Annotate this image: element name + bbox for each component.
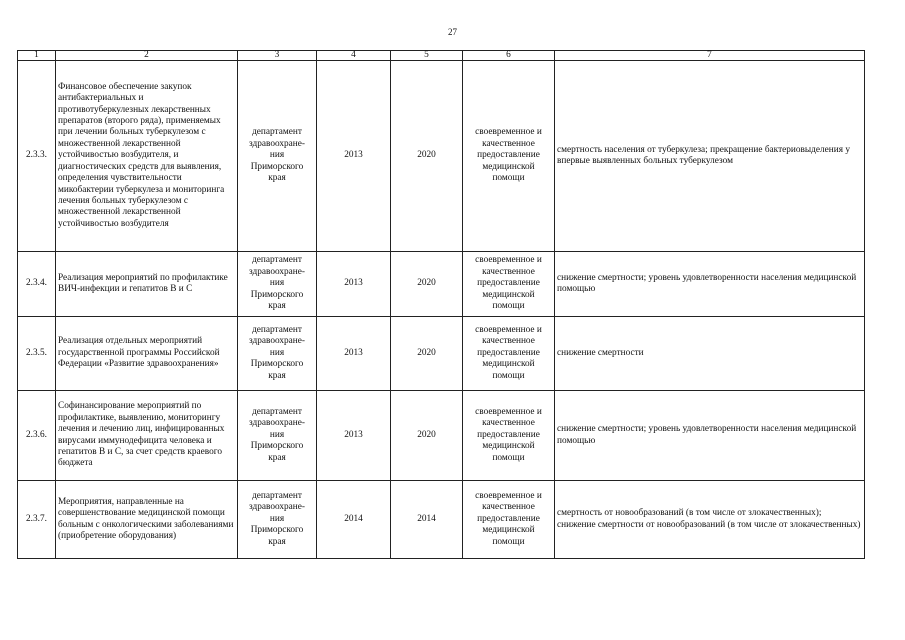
measure-name: Реализация отдельных мероприятий государственной программы Российской Федерации «Развитие здравоохранения»	[56, 317, 238, 391]
measure-name: Реализация мероприятий по профилактике ВИЧ-инфекции и гепатитов В и С	[56, 252, 238, 317]
table-row	[18, 391, 865, 481]
result-line: помощи	[492, 173, 525, 184]
end-year: 2020	[391, 61, 463, 252]
executor-line: ния	[269, 278, 285, 289]
executor-line: края	[268, 536, 286, 547]
executor-line: ния	[269, 513, 285, 524]
table-row	[18, 481, 865, 559]
measure-name: Мероприятия, направленные на совершенствование медицинской помощи больным с онкологическими заболеваниями (приобретение оборудования)	[56, 481, 238, 559]
executor-line: здравоохране-	[248, 138, 306, 149]
start-year: 2013	[317, 252, 391, 317]
result-line: своевременное и	[475, 324, 542, 335]
result-line: своевременное и	[475, 127, 542, 138]
start-year: 2013	[317, 61, 391, 252]
measure-number: 2.3.4.	[18, 252, 56, 317]
result-line: медицинской	[482, 161, 535, 172]
executor-cell	[238, 391, 317, 481]
result-line: предоставление	[477, 513, 540, 524]
indicator-cell: снижение смертности	[555, 317, 865, 391]
executor-line: ния	[269, 429, 285, 440]
executor-cell	[238, 252, 317, 317]
end-year: 2014	[391, 481, 463, 559]
executor-line: департамент	[252, 406, 302, 417]
header-row	[18, 51, 865, 61]
result-line: медицинской	[482, 359, 535, 370]
executor-line: ния	[269, 150, 285, 161]
end-year: 2020	[391, 317, 463, 391]
executor-cell	[238, 481, 317, 559]
indicator-cell: смертность населения от туберкулеза; прекращение бактериовыделения у впервые выявленных больных туберкулезом	[555, 61, 865, 252]
executor-cell	[238, 61, 317, 252]
executor-line: ния	[269, 347, 285, 358]
measure-number: 2.3.3.	[18, 61, 56, 252]
indicator-cell: снижение смертности; уровень удовлетворенности населения медицинской помощью	[555, 252, 865, 317]
table-row	[18, 317, 865, 391]
indicator-cell: смертность от новообразований (в том числе от злокачественных); снижение смертности от новообразований (в том числе от злокачественных)	[555, 481, 865, 559]
column-header: 2	[56, 51, 238, 61]
result-line: качественное	[482, 336, 535, 347]
result-line: предоставление	[477, 278, 540, 289]
executor-line: края	[268, 452, 286, 463]
executor-line: департамент	[252, 127, 302, 138]
result-cell	[463, 391, 555, 481]
start-year: 2013	[317, 317, 391, 391]
result-line: качественное	[482, 502, 535, 513]
executor-line: здравоохране-	[248, 266, 306, 277]
result-line: помощи	[492, 536, 525, 547]
executor-line: департамент	[252, 324, 302, 335]
column-header: 7	[555, 51, 865, 61]
result-cell	[463, 317, 555, 391]
column-header: 3	[238, 51, 317, 61]
measure-number: 2.3.5.	[18, 317, 56, 391]
program-measures-table	[17, 50, 865, 559]
measure-name: Софинансирование мероприятий по профилактике, выявлению, мониторингу лечения и лечению лиц, инфицированных вирусами иммунодефицита человека и гепатитов В и С, за счет средств краевого бюджета	[56, 391, 238, 481]
indicator-cell: снижение смертности; уровень удовлетворенности населения медицинской помощью	[555, 391, 865, 481]
result-cell	[463, 481, 555, 559]
result-line: качественное	[482, 138, 535, 149]
executor-line: края	[268, 173, 286, 184]
executor-line: Приморского	[250, 359, 304, 370]
executor-line: департамент	[252, 490, 302, 501]
executor-line: Приморского	[250, 289, 304, 300]
end-year: 2020	[391, 391, 463, 481]
measure-number: 2.3.7.	[18, 481, 56, 559]
measure-number: 2.3.6.	[18, 391, 56, 481]
page-number: 27	[448, 27, 457, 37]
result-line: медицинской	[482, 525, 535, 536]
executor-line: здравоохране-	[248, 502, 306, 513]
result-line: помощи	[492, 370, 525, 381]
executor-line: края	[268, 301, 286, 312]
result-line: предоставление	[477, 150, 540, 161]
result-cell	[463, 252, 555, 317]
executor-cell	[238, 317, 317, 391]
table-row	[18, 61, 865, 252]
column-header: 6	[463, 51, 555, 61]
result-line: помощи	[492, 452, 525, 463]
column-header: 4	[317, 51, 391, 61]
executor-line: здравоохране-	[248, 336, 306, 347]
executor-line: края	[268, 370, 286, 381]
table-row	[18, 252, 865, 317]
executor-line: департамент	[252, 255, 302, 266]
end-year: 2020	[391, 252, 463, 317]
result-line: своевременное и	[475, 406, 542, 417]
result-line: медицинской	[482, 441, 535, 452]
result-line: предоставление	[477, 347, 540, 358]
result-line: предоставление	[477, 429, 540, 440]
start-year: 2013	[317, 391, 391, 481]
result-line: качественное	[482, 418, 535, 429]
executor-line: Приморского	[250, 525, 304, 536]
result-line: медицинской	[482, 289, 535, 300]
result-cell	[463, 61, 555, 252]
column-header: 1	[18, 51, 56, 61]
executor-line: здравоохране-	[248, 418, 306, 429]
executor-line: Приморского	[250, 161, 304, 172]
measure-name: Финансовое обеспечение закупок антибактериальных и противотуберкулезных лекарственных препаратов (второго ряда), применяемых при лечении больных туберкулезом с множественной лекарственной устойчивостью возбудителя, и диагностических средств для выявления, определения чувствительности микобактерии туберкулеза и мониторинга лечения больных туберкулезом с множественной лекарственной устойчивостью возбудителя	[56, 61, 238, 252]
result-line: качественное	[482, 266, 535, 277]
result-line: своевременное и	[475, 255, 542, 266]
start-year: 2014	[317, 481, 391, 559]
result-line: помощи	[492, 301, 525, 312]
column-header: 5	[391, 51, 463, 61]
executor-line: Приморского	[250, 441, 304, 452]
result-line: своевременное и	[475, 490, 542, 501]
